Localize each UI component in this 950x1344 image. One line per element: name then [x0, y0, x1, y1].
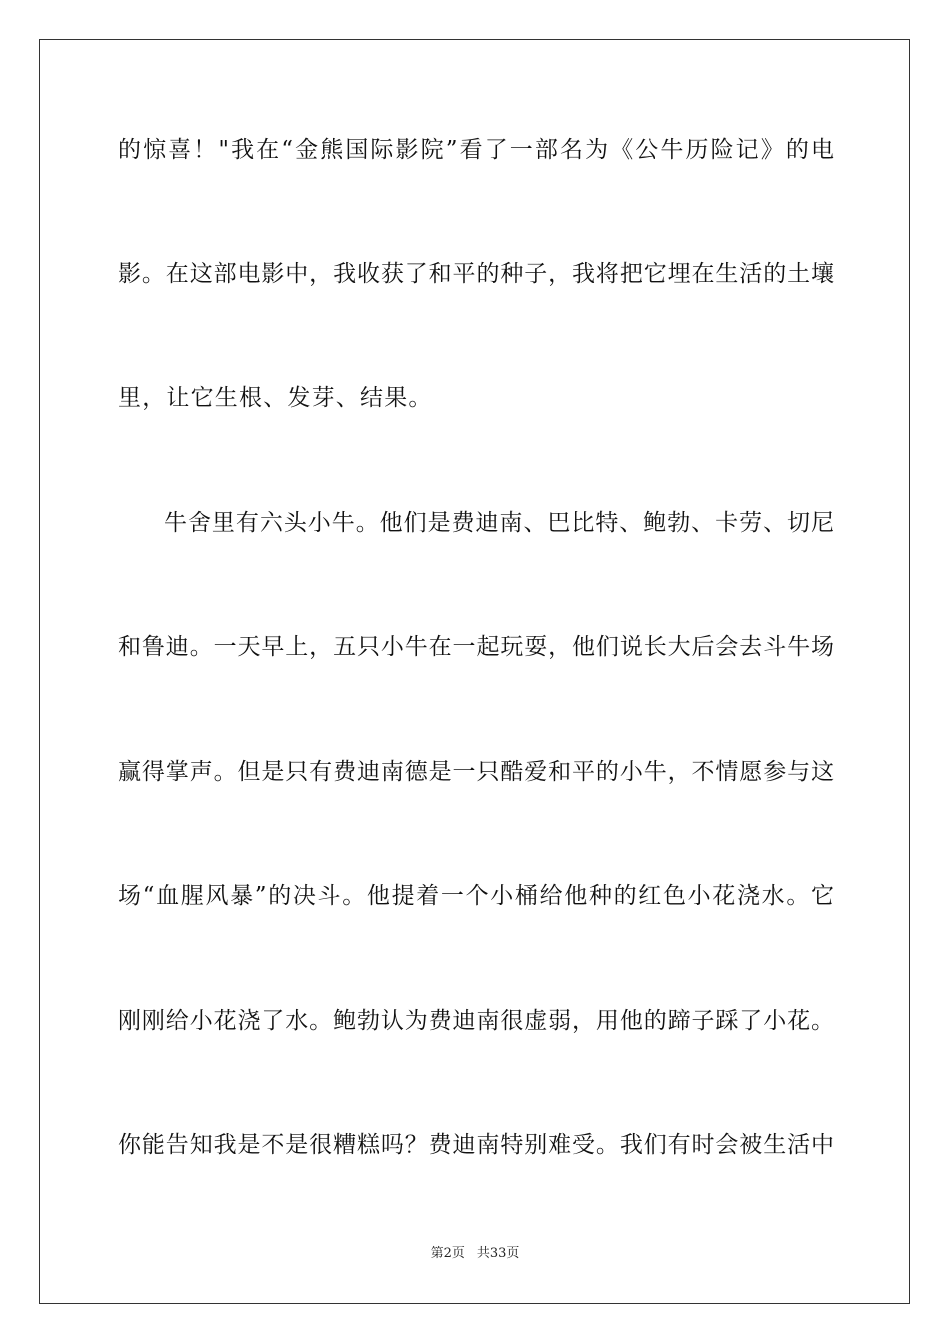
- body-line-5: 和鲁迪。一天早上，五只小牛在一起玩耍，他们说长大后会去斗牛场: [118, 634, 834, 660]
- body-line-2: 影。在这部电影中，我收获了和平的种子，我将把它埋在生活的土壤: [118, 261, 834, 287]
- body-line-7: 场“血腥风暴”的决斗。他提着一个小桶给他种的红色小花浇水。它: [118, 883, 834, 909]
- page-total: 共33页: [476, 1246, 520, 1261]
- body-line-1: 的惊喜！"我在“金熊国际影院”看了一部名为《公牛历险记》的电: [118, 137, 834, 163]
- body-line-3: 里，让它生根、发芽、结果。: [118, 385, 433, 411]
- body-line-9: 你能告知我是不是很糟糕吗？费迪南特别难受。我们有时会被生活中: [118, 1132, 834, 1158]
- page-frame: [39, 39, 910, 1304]
- page-footer: [0, 1245, 950, 1263]
- body-line-8: 刚刚给小花浇了水。鲍勃认为费迪南很虚弱，用他的蹄子踩了小花。: [118, 1008, 834, 1034]
- body-line-6: 赢得掌声。但是只有费迪南德是一只酷爱和平的小牛，不情愿参与这: [118, 759, 834, 785]
- body-line-4: 牛舍里有六头小牛。他们是费迪南、巴比特、鲍勃、卡劳、切尼: [164, 510, 834, 536]
- page-number: 第2页: [430, 1246, 465, 1261]
